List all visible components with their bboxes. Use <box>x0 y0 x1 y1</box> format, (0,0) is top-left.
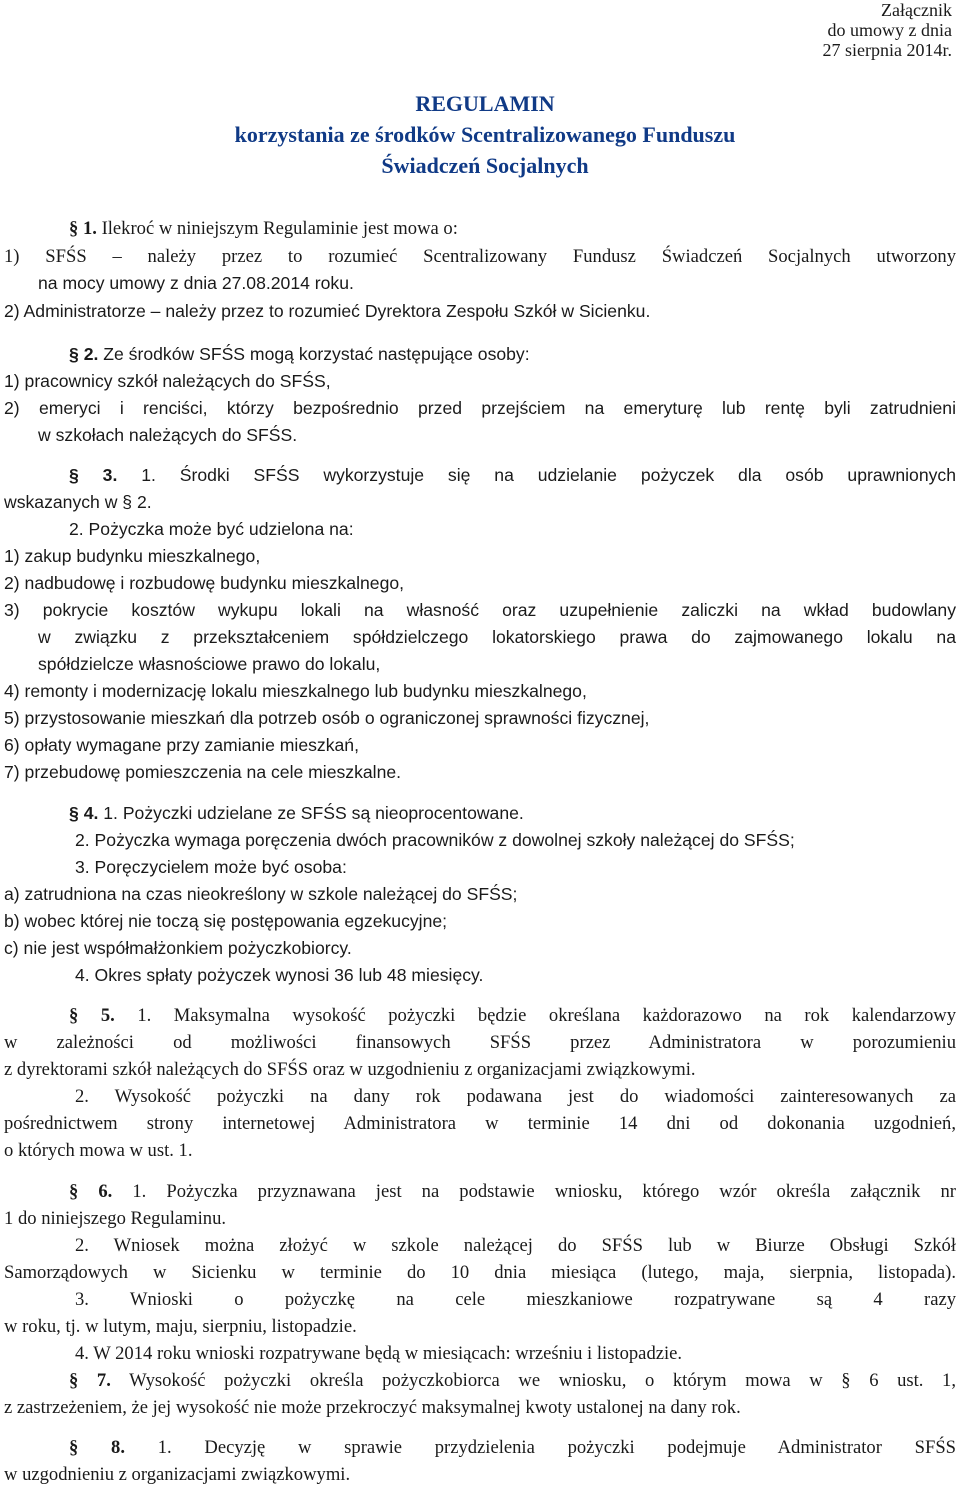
section-sign: § <box>69 1181 79 1202</box>
list-item: 7) przebudowę pomieszczenia na cele mieszkalne. <box>4 762 402 782</box>
attachment-note <box>823 0 952 60</box>
paragraph-line: 4. Okres spłaty pożyczek wynosi 36 lub 48 miesięcy. <box>75 965 484 985</box>
paragraph-line: w uzgodnieniu z organizacjami związkowymi. <box>4 1464 351 1485</box>
section-text: 1. Środki SFŚS wykorzystuje się na udzielanie pożyczek dla osób uprawnionych <box>141 465 956 485</box>
paragraph-line: w roku, tj. w lutym, maju, sierpniu, listopadzie. <box>4 1316 357 1337</box>
section-sign: § <box>69 1437 79 1458</box>
list-item-cont: w szkołach należących do SFŚS. <box>38 425 298 445</box>
section-sign: § <box>69 218 79 239</box>
list-item: 2) nadbudowę i rozbudowę budynku mieszkalnego, <box>4 573 405 593</box>
section-text: Ze środków SFŚS mogą korzystać następujące osoby: <box>103 344 530 364</box>
section-4-heading <box>4 800 956 827</box>
paragraph-line: 2. Wniosek można złożyć w szkole należącej do SFŚS lub w Biurze Obsługi Szkół <box>75 1235 956 1256</box>
list-item: 2) Administratorze – należy przez to rozumieć Dyrektora Zespołu Szkół w Sicienku. <box>4 301 651 321</box>
section-number: 1. <box>82 218 97 239</box>
list-item: 1) pracownicy szkół należących do SFŚS, <box>4 371 331 391</box>
title-line: Świadczeń Socjalnych <box>381 153 589 178</box>
paragraph-line: w zależności od możliwości finansowych SFŚS przez Administratora w porozumieniu <box>4 1032 956 1053</box>
section-1-heading <box>4 215 956 242</box>
section-text: 1. Pożyczka przyznawana jest na podstawie wniosku, którego wzór określa załącznik nr <box>132 1181 956 1202</box>
list-item: a) zatrudniona na czas nieokreślony w szkole należącej do SFŚS; <box>4 884 518 904</box>
section-text: Wysokość pożyczki określa pożyczkobiorca we wniosku, o którym mowa w § 6 ust. 1, <box>129 1370 957 1391</box>
section-8-heading <box>4 1434 956 1461</box>
section-7-heading <box>4 1367 956 1394</box>
list-item: b) wobec której nie toczą się postępowania egzekucyjne; <box>4 911 448 931</box>
document-title <box>4 88 960 181</box>
section-sign: § <box>69 1005 79 1026</box>
list-item-cont: na mocy umowy z dnia 27.08.2014 roku. <box>38 273 354 293</box>
list-item: 1) zakup budynku mieszkalnego, <box>4 546 261 566</box>
paragraph-line: o których mowa w ust. 1. <box>4 1140 193 1161</box>
list-item: 4) remonty i modernizację lokalu mieszkalnego lub budynku mieszkalnego, <box>4 681 587 701</box>
section-6-heading <box>4 1178 956 1205</box>
paragraph-line: 1 do niniejszego Regulaminu. <box>4 1208 227 1229</box>
paragraph-line: 2. Wysokość pożyczki na dany rok podawana jest do wiadomości zainteresowanych za <box>75 1086 956 1107</box>
list-item: 1) SFŚS – należy przez to rozumieć Scentralizowany Fundusz Świadczeń Socjalnych utworzony <box>4 246 956 267</box>
paragraph-line: wskazanych w § 2. <box>4 492 152 512</box>
paragraph-line: 3. Poręczycielem może być osoba: <box>75 857 347 877</box>
title-line: korzystania ze środków Scentralizowanego Funduszu <box>234 122 736 147</box>
paragraph-line: pośrednictwem strony internetowej Administratora w terminie 14 dni od dokonania uzgodnień, <box>4 1113 956 1134</box>
paragraph-line: z zastrzeżeniem, że jej wysokość nie może przekroczyć maksymalnej kwoty ustalonej na dany rok. <box>4 1397 741 1418</box>
list-item-cont: w związku z przekształceniem spółdzielczego lokatorskiego prawa do zajmowanego lokalu na <box>38 627 956 647</box>
list-item: c) nie jest współmałżonkiem pożyczkobiorcy. <box>4 938 352 958</box>
attachment-line: Załącznik <box>881 0 952 20</box>
attachment-line: do umowy z dnia <box>827 20 952 40</box>
section-number: 7. <box>96 1370 111 1391</box>
section-text: Ilekroć w niniejszym Regulaminie jest mowa o: <box>101 218 458 239</box>
list-item: 3) pokrycie kosztów wykupu lokali na własność oraz uzupełnienie zaliczki na wkład budowlany <box>4 600 956 620</box>
section-text: 1. Decyzję w sprawie przydzielenia pożyczki podejmuje Administrator SFŚS <box>157 1437 957 1458</box>
title-line: REGULAMIN <box>415 91 555 116</box>
section-text: 1. Maksymalna wysokość pożyczki będzie określana każdorazowo na rok kalendarzowy <box>137 1005 956 1026</box>
section-number: 3. <box>102 465 118 485</box>
section-sign: § <box>69 803 79 823</box>
section-sign: § <box>69 465 79 485</box>
section-number: 2. <box>83 344 99 364</box>
paragraph-line: z dyrektorami szkół należących do SFŚS oraz w uzgodnieniu z organizacjami związkowymi. <box>4 1059 696 1080</box>
list-item-cont: spółdzielcze własnościowe prawo do lokalu, <box>38 654 381 674</box>
section-3-heading <box>4 462 956 489</box>
paragraph-line: Samorządowych w Sicienku w terminie do 10 dnia miesiąca (lutego, maja, sierpnia, listopada). <box>4 1262 956 1283</box>
paragraph-line: 2. Pożyczka może być udzielona na: <box>69 519 354 539</box>
section-number: 6. <box>98 1181 113 1202</box>
paragraph-line: 4. W 2014 roku wnioski rozpatrywane będą w miesiącach: wrześniu i listopadzie. <box>75 1343 683 1364</box>
section-number: 5. <box>100 1005 115 1026</box>
list-item: 6) opłaty wymagane przy zamianie mieszkań, <box>4 735 359 755</box>
attachment-line: 27 sierpnia 2014r. <box>822 40 952 60</box>
paragraph-line: 3. Wnioski o pożyczkę na cele mieszkaniowe rozpatrywane są 4 razy <box>75 1289 956 1310</box>
section-5-heading <box>4 1002 956 1029</box>
section-number: 8. <box>111 1437 125 1458</box>
list-item: 5) przystosowanie mieszkań dla potrzeb osób o ograniczonej sprawności fizycznej, <box>4 708 650 728</box>
section-number: 4. <box>83 803 99 823</box>
section-text: 1. Pożyczki udzielane ze SFŚS są nieoprocentowane. <box>103 803 524 823</box>
paragraph-line: 2. Pożyczka wymaga poręczenia dwóch pracowników z dowolnej szkoły należącej do SFŚS; <box>75 830 795 850</box>
section-sign: § <box>69 1370 79 1391</box>
list-item: 2) emeryci i renciści, którzy bezpośrednio przed przejściem na emeryturę lub rentę byli zatrudnieni <box>4 398 956 418</box>
section-sign: § <box>69 344 79 364</box>
section-2-heading <box>4 341 956 368</box>
